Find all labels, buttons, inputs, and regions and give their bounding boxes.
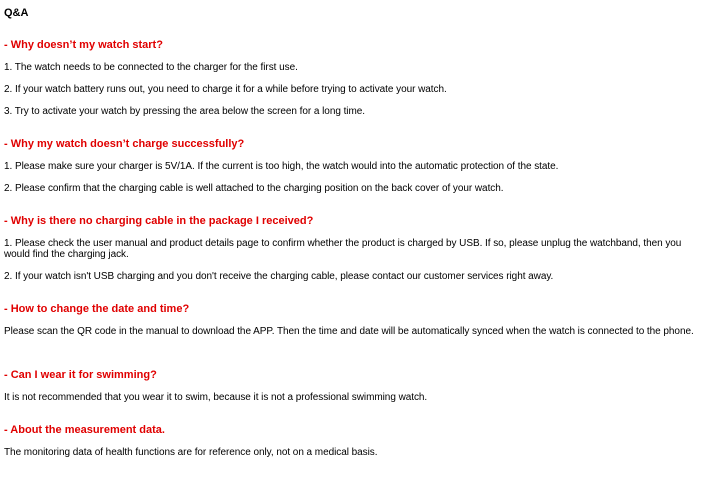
answer-text: Please scan the QR code in the manual to download the APP. Then the time and date will be automatically synced when the watch is connected to the phone. [4,326,694,337]
question-heading: - Why my watch doesn’t charge successfully? [4,138,245,150]
answer-text: 2. Please confirm that the charging cable is well attached to the charging position on the back cover of your watch. [4,183,504,194]
answer-text: 3. Try to activate your watch by pressing the area below the screen for a long time. [4,106,365,117]
answer-text: 1. The watch needs to be connected to the charger for the first use. [4,62,298,73]
page-title: Q&A [4,7,29,19]
answer-text: The monitoring data of health functions are for reference only, not on a medical basis. [4,447,378,458]
question-heading: - How to change the date and time? [4,303,190,315]
answer-text: 1. Please make sure your charger is 5V/1A. If the current is too high, the watch would into the automatic protection of the state. [4,161,559,172]
answer-text: 2. If your watch isn't USB charging and you don't receive the charging cable, please contact our customer services right away. [4,271,554,282]
question-heading: - Why is there no charging cable in the package I received? [4,215,314,227]
question-heading: - Can I wear it for swimming? [4,369,157,381]
question-heading: - About the measurement data. [4,424,165,436]
question-heading: - Why doesn’t my watch start? [4,39,163,51]
answer-text: It is not recommended that you wear it to swim, because it is not a professional swimming watch. [4,392,428,403]
answer-text: 1. Please check the user manual and product details page to confirm whether the product is charged by USB. If so, please unplug the watchband, then you would find the charging jack. [4,238,682,260]
answer-text: 2. If your watch battery runs out, you need to charge it for a while before trying to activate your watch. [4,84,447,95]
